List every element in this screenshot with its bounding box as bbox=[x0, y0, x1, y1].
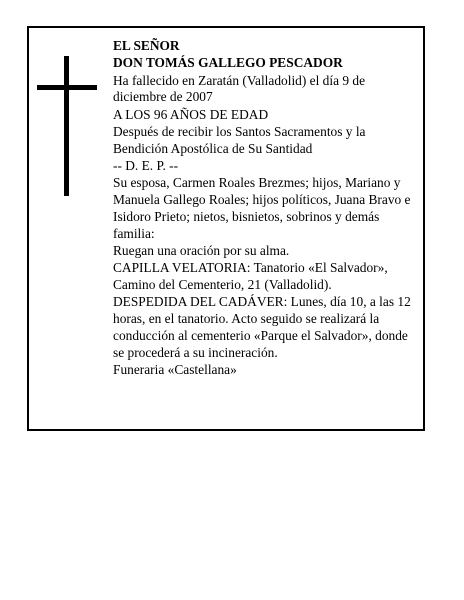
funeral-home-line: Funeraria «Castellana» bbox=[113, 362, 237, 378]
deceased-name: DON TOMÁS GALLEGO PESCADOR bbox=[113, 55, 343, 71]
death-place-date: Ha fallecido en Zaratán (Valladolid) el día 9 de diciembre de 2007 bbox=[113, 72, 366, 105]
sacraments-line: Después de recibir los Santos Sacramentos y la Bendición Apostólica de Su Santidad bbox=[113, 123, 366, 156]
prayer-line: Ruegan una oración por su alma. bbox=[113, 243, 290, 259]
deceased-title: EL SEÑOR bbox=[113, 38, 180, 53]
age-line: A LOS 96 AÑOS DE EDAD bbox=[113, 106, 269, 122]
rip-line: -- D. E. P. -- bbox=[113, 158, 179, 174]
cross-icon bbox=[37, 56, 97, 196]
obituary-text bbox=[113, 38, 421, 379]
wake-chapel-line: CAPILLA VELATORIA: Tanatorio «El Salvador», Camino del Cementerio, 21 (Valladolid). bbox=[113, 260, 388, 293]
farewell-line: DESPEDIDA DEL CADÁVER: Lunes, día 10, a las 12 horas, en el tanatorio. Acto seguido se realizará la conducción al cementerio «Parque el Salvador», donde se procederá a su incineración. bbox=[113, 294, 411, 360]
cross-vertical-bar bbox=[64, 56, 69, 196]
family-line: Su esposa, Carmen Roales Brezmes; hijos, Mariano y Manuela Gallego Roales; hijos políticos, Juana Bravo e Isidoro Prieto; nietos, bisnietos, sobrinos y demás familia: bbox=[113, 175, 411, 241]
cross-horizontal-bar bbox=[37, 85, 97, 90]
